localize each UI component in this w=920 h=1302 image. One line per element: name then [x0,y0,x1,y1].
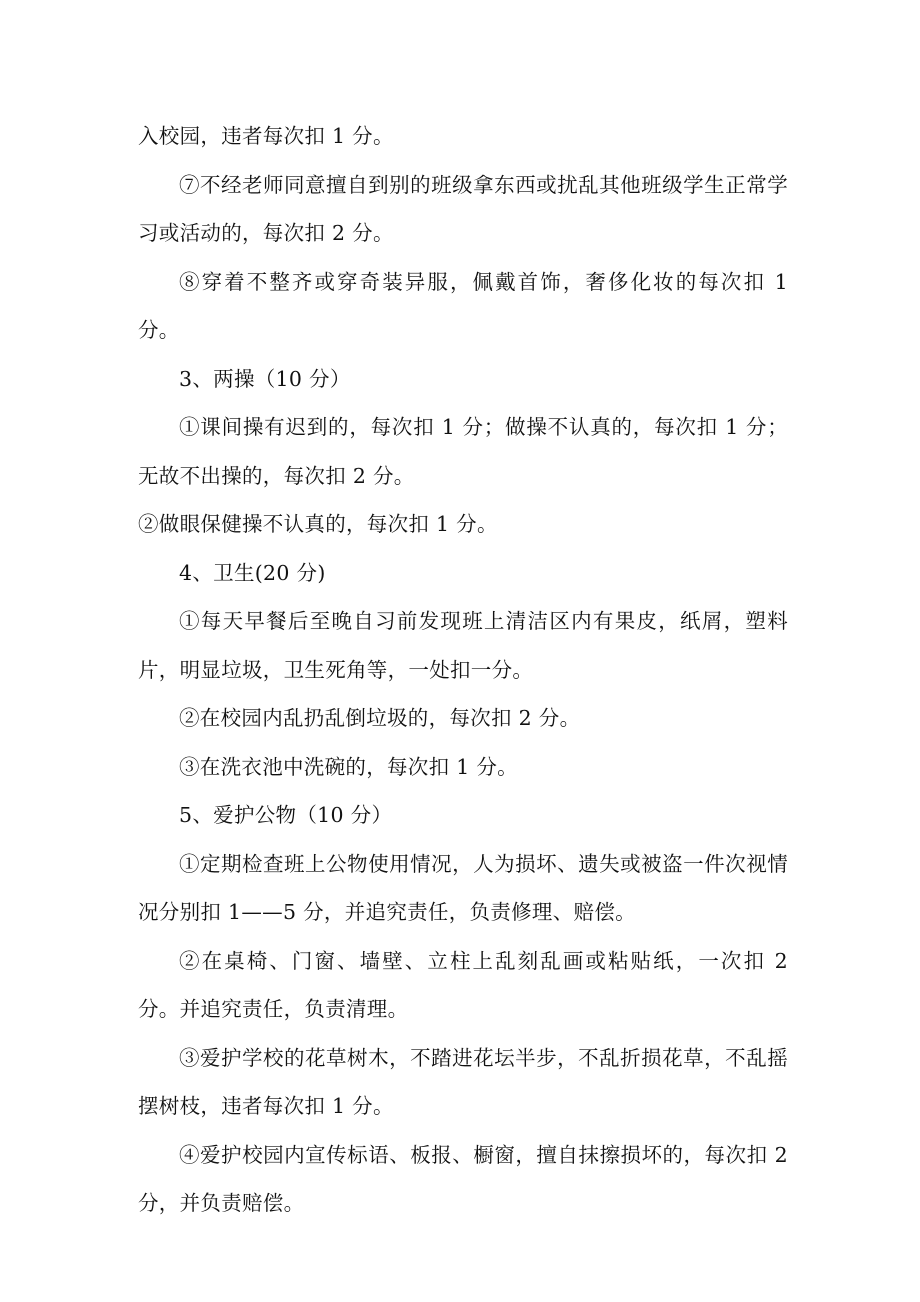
paragraph-property-rule-4: ④爱护校园内宣传标语、板报、橱窗，擅自抹擦损坏的，每次扣 2 分，并负责赔偿。 [138,1142,788,1215]
section-heading-exercises: 3、两操（10 分） [179,366,351,391]
paragraph-hygiene-rule-2: ②在校园内乱扔乱倒垃圾的，每次扣 2 分。 [179,706,581,730]
paragraph-hygiene-rule-3: ③在洗衣池中洗碗的，每次扣 1 分。 [179,754,518,779]
paragraph-property-rule-3: ③爱护学校的花草树木，不踏进花坛半步，不乱折损花草，不乱摇摆树枝，违者每次扣 1 分。 [138,1045,788,1118]
paragraph-rule-7: ⑦不经老师同意擅自到别的班级拿东西或扰乱其他班级学生正常学习或活动的，每次扣 2 分。 [138,172,788,245]
document-body [138,112,788,1228]
section-heading-public-property: 5、爱护公物（10 分） [179,803,393,827]
paragraph-exercise-rule-1: ①课间操有迟到的，每次扣 1 分；做操不认真的，每次扣 1 分；无故不出操的，每次扣 2 分。 [138,415,788,488]
paragraph-continuation: 入校园，违者每次扣 1 分。 [138,124,394,148]
paragraph-property-rule-1: ①定期检查班上公物使用情况，人为损坏、遗失或被盗一件次视情况分别扣 1——5 分，并追究责任，负责修理、赔偿。 [138,851,788,924]
paragraph-rule-8: ⑧穿着不整齐或穿奇装异服，佩戴首饰，奢侈化妆的每次扣 1 分。 [138,269,788,342]
paragraph-exercise-rule-2: ②做眼保健操不认真的，每次扣 1 分。 [138,512,498,536]
section-heading-hygiene: 4、卫生(20 分) [179,560,326,585]
paragraph-property-rule-2: ②在桌椅、门窗、墙壁、立柱上乱刻乱画或粘贴纸，一次扣 2 分。并追究责任，负责清理。 [138,948,788,1021]
paragraph-hygiene-rule-1: ①每天早餐后至晚自习前发现班上清洁区内有果皮，纸屑，塑料片，明显垃圾，卫生死角等，一处扣一分。 [138,609,788,682]
